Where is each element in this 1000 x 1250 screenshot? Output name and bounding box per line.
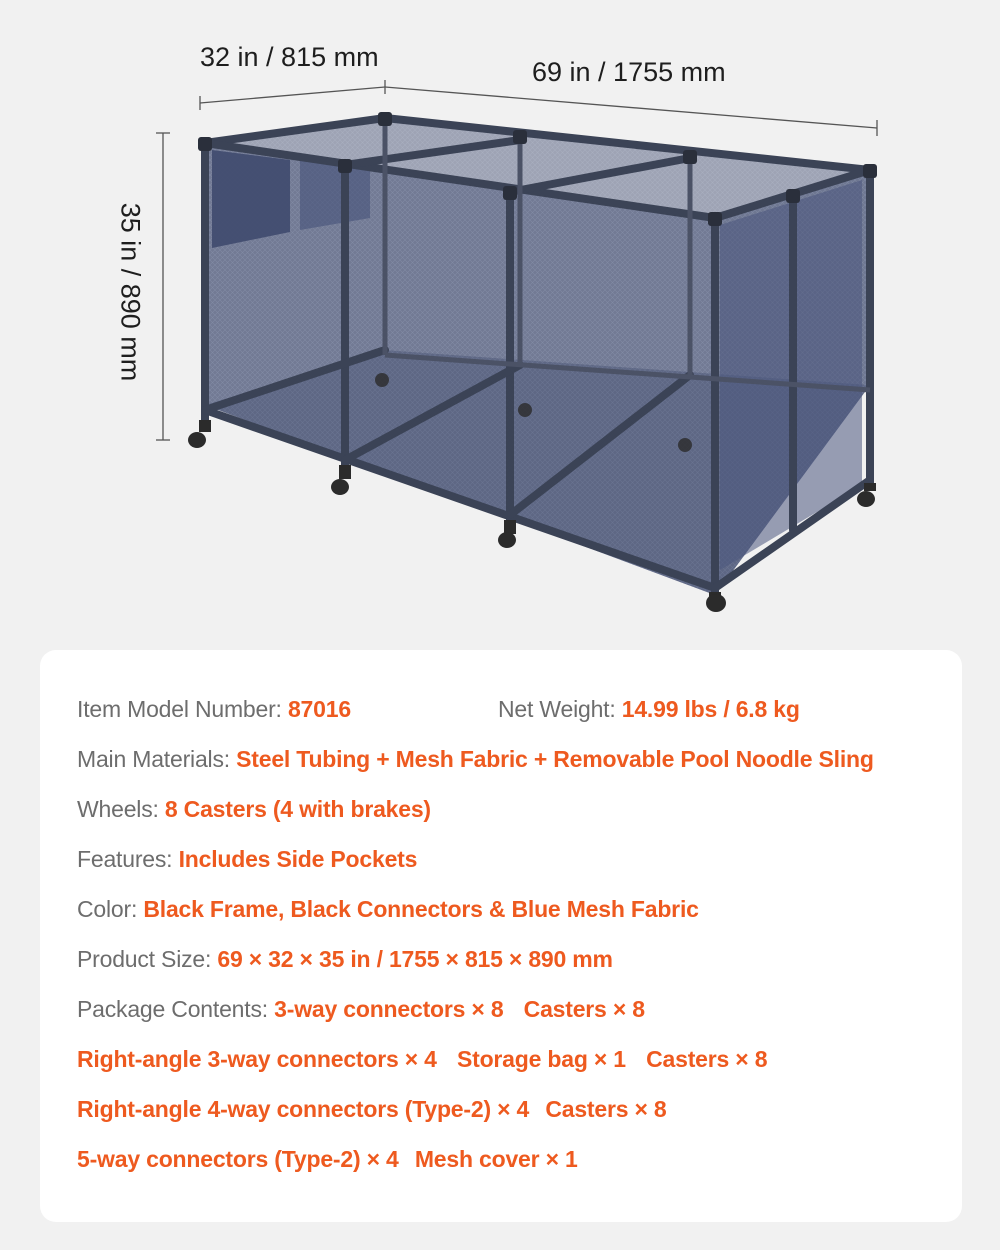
package-item: 5-way connectors (Type-2) × 4: [77, 1146, 399, 1172]
spec-row-package: [77, 994, 645, 1024]
package-item: Right-angle 4-way connectors (Type-2) × 4: [77, 1096, 530, 1122]
spec-row-materials: [77, 744, 874, 774]
weight-label: Net Weight:: [498, 696, 616, 722]
size-value: 69 × 32 × 35 in / 1755 × 815 × 890 mm: [217, 946, 613, 972]
spec-row-package-3: [77, 1094, 667, 1124]
materials-label: Main Materials:: [77, 746, 230, 772]
spec-row-model: [77, 694, 351, 724]
length-dimension-label: 69 in / 1755 mm: [532, 57, 726, 87]
package-item: Casters × 8: [646, 1046, 768, 1072]
package-label: Package Contents:: [77, 996, 268, 1022]
package-item: Mesh cover × 1: [414, 1146, 578, 1172]
color-value: Black Frame, Black Connectors & Blue Mesh Fabric: [143, 896, 699, 922]
model-label: Item Model Number:: [77, 696, 282, 722]
features-label: Features:: [77, 846, 173, 872]
spec-row-size: [77, 944, 613, 974]
height-dimension-label: 35 in / 890 mm: [115, 202, 146, 382]
left-pocket-2: [300, 160, 370, 230]
spec-row-wheels: [77, 794, 431, 824]
package-item: Storage bag × 1: [456, 1046, 626, 1072]
color-label: Color:: [77, 896, 138, 922]
spec-row-package-2: [77, 1044, 767, 1074]
features-value: Includes Side Pockets: [178, 846, 418, 872]
spec-row-weight: [498, 694, 800, 724]
package-item: 3-way connectors × 8: [274, 996, 504, 1022]
model-value: 87016: [287, 696, 351, 722]
spec-row-features: [77, 844, 417, 874]
package-item: Casters × 8: [523, 996, 645, 1022]
weight-value: 14.99 lbs / 6.8 kg: [621, 696, 800, 722]
spec-row-package-4: [77, 1144, 578, 1174]
package-item: Right-angle 3-way connectors × 4: [77, 1046, 437, 1072]
left-pocket: [212, 150, 290, 248]
package-item: Casters × 8: [545, 1096, 667, 1122]
wheels-value: 8 Casters (4 with brakes): [164, 796, 431, 822]
spec-row-color: [77, 894, 699, 924]
width-dimension-label: 32 in / 815 mm: [200, 42, 379, 72]
wheels-label: Wheels:: [77, 796, 159, 822]
size-label: Product Size:: [77, 946, 212, 972]
spec-card: [40, 650, 962, 1222]
materials-value: Steel Tubing + Mesh Fabric + Removable Pool Noodle Sling: [236, 746, 874, 772]
